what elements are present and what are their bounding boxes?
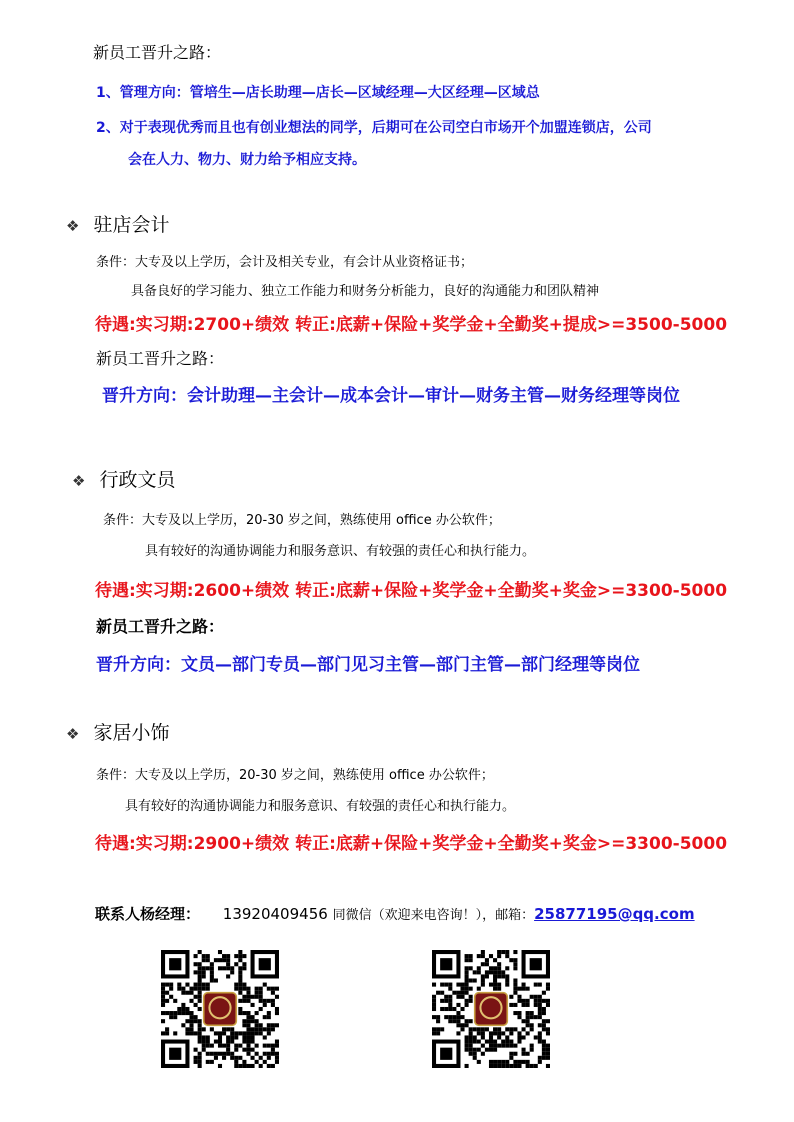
top-item-2-line-1: 2、对于表现优秀而且也有创业想法的同学，后期可在公司空白市场开个加盟连锁店，公司 <box>96 120 652 136</box>
contact-phone: 13920409456 <box>222 905 328 923</box>
section-title-text: 驻店会计 <box>93 214 170 236</box>
section-pay: 待遇:实习期:2600+绩效 转正:底薪+保险+奖学金+全勤奖+奖金>=3300-5000 <box>95 581 728 601</box>
section-promo-title: 新员工晋升之路： <box>96 349 225 368</box>
top-promo-title: 新员工晋升之路： <box>93 43 222 62</box>
section-condition-1: 条件：大专及以上学历，20-30 岁之间，熟练使用 office 办公软件； <box>96 768 494 783</box>
contact-email-link[interactable]: 25877195@qq.com <box>534 905 695 923</box>
section-promo-path: 晋升方向：会计助理—主会计—成本会计—审计—财务主管—财务经理等岗位 <box>102 386 680 406</box>
section-title-text: 行政文员 <box>99 469 176 491</box>
contact-label: 联系人杨经理： <box>95 905 201 923</box>
section-promo-path: 晋升方向：文员—部门专员—部门见习主管—部门主管—部门经理等岗位 <box>96 655 640 675</box>
section-title-text: 家居小饰 <box>93 722 170 744</box>
section-condition-1: 条件：大专及以上学历，会计及相关专业，有会计从业资格证书； <box>96 255 474 270</box>
section-title-accounting <box>66 210 169 237</box>
qr-code-icon <box>432 950 550 1068</box>
diamond-bullet-icon: ❖ <box>72 472 86 490</box>
contact-line <box>95 903 695 924</box>
section-title-home-decor <box>66 718 169 745</box>
contact-wechat-note: 同微信（欢迎来电咨询！），邮箱： <box>332 908 535 923</box>
section-pay: 待遇:实习期:2700+绩效 转正:底薪+保险+奖学金+全勤奖+提成>=3500-5000 <box>95 315 728 335</box>
diamond-bullet-icon: ❖ <box>66 725 80 743</box>
section-condition-2: 具有较好的沟通协调能力和服务意识、有较强的责任心和执行能力。 <box>125 799 516 814</box>
section-condition-1: 条件：大专及以上学历，20-30 岁之间，熟练使用 office 办公软件； <box>103 513 501 528</box>
section-condition-2: 具有较好的沟通协调能力和服务意识、有较强的责任心和执行能力。 <box>145 544 536 559</box>
section-title-admin <box>72 465 175 492</box>
qr-code-icon <box>161 950 279 1068</box>
section-pay: 待遇:实习期:2900+绩效 转正:底薪+保险+奖学金+全勤奖+奖金>=3300-5000 <box>95 834 728 854</box>
section-promo-title: 新员工晋升之路： <box>96 617 225 636</box>
section-condition-2: 具备良好的学习能力、独立工作能力和财务分析能力，良好的沟通能力和团队精神 <box>131 284 600 299</box>
top-item-2-line-2: 会在人力、物力、财力给予相应支持。 <box>128 152 366 168</box>
diamond-bullet-icon: ❖ <box>66 217 80 235</box>
top-item-1: 1、管理方向：管培生—店长助理—店长—区域经理—大区经理—区域总 <box>96 85 540 101</box>
